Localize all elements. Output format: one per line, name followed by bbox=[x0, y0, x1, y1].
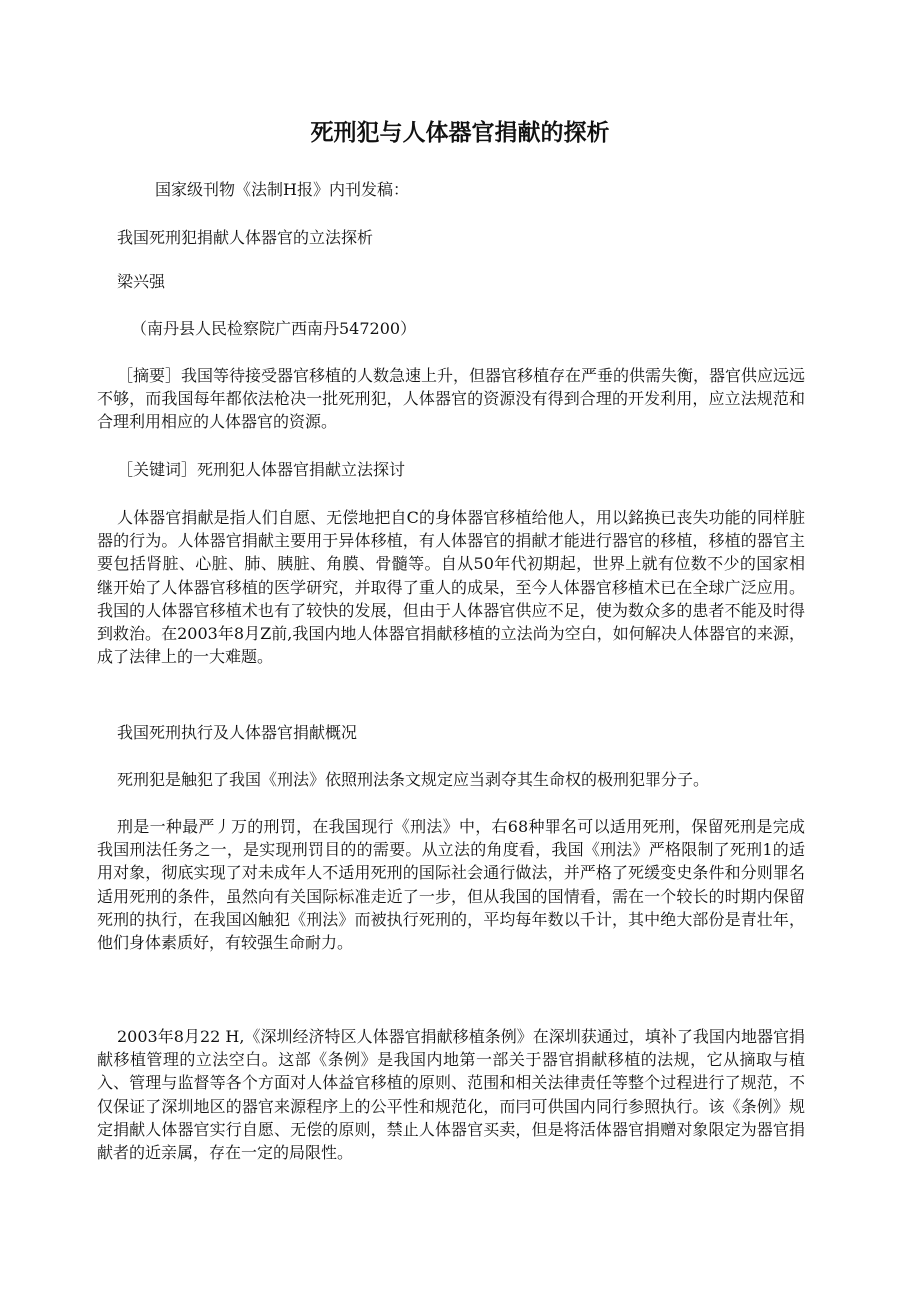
article-subtitle: 我国死刑犯捐献人体器官的立法探析 bbox=[117, 228, 374, 247]
document-title: 死刑犯与人体器官捐献的探析 bbox=[310, 120, 610, 146]
author-affiliation: （南丹县人民检察院广西南丹547200） bbox=[131, 319, 417, 338]
author-name: 梁兴强 bbox=[117, 272, 166, 291]
abstract-paragraph: ［摘要］我国等待接受器官移植的人数急速上升，但器官移植存在严垂的供需失衡，器官供应远远不够，而我国每年都依法枪决一批死刑犯，人体器官的资源没有得到合理的开发利用，应立法规范和合理利用相应的人体器官的资源。 bbox=[97, 366, 806, 432]
body-paragraph-2: 死刑犯是触犯了我国《刑法》依照刑法条文规定应当剥夺其生命权的极刑犯罪分子。 bbox=[117, 770, 710, 789]
body-paragraph-1: 人体器官捐献是指人们自愿、无偿地把自C的身体器官移植给他人，用以銘换已丧失功能的同样脏器的行为。人体器官捐献主要用于异体移植，有人体器官的捐献才能进行器官的移植，移植的器官主要包括肾脏、心脏、肺、胰脏、角膜、骨髓等。自从50年代初期起，世界上就有位数不少的国家相继开始了人体器官移植的医学研究，并取得了重人的成杲，至今人体器官移植术已在全球广泛应用。我国的人体器官移植术也有了较快的发展，但由于人体器官供应不足，使为数众多的患者不能及时得到救治。在2003年8月Z前,我国内地人体器官捐献移植的立法尚为空白，如何解决人体器官的来源，成了法律上的一大难题。 bbox=[97, 508, 805, 667]
keywords-line: ［关键词］死刑犯人体器官捐献立法探讨 bbox=[117, 460, 406, 479]
source-line: 国家级刊物《法制H报》内刊发稿： bbox=[155, 180, 409, 199]
body-paragraph-3: 刑是一种最严丿万的刑罚，在我国现行《刑法》中，右68种罪名可以适用死刑，保留死刑是完成我国刑法任务之一，是实现刑罚目的的需要。从立法的角度看，我国《刑法》严格限制了死刑1的适用对象，彻底实现了对未成年人不适用死刑的国际社会通行做法，并严格了死缓变史条件和分则罪名适用死刑的条件，虽然向有关国际标准走近了一步，但从我国的国情看，需在一个较长的时期内保留死刑的执行，在我国凶触犯《刑法》而被执行死刑的，平均每年数以千计，其中绝大部份是青壮年，他们身体素质好，有较强生命耐力。 bbox=[97, 817, 805, 953]
section-heading: 我国死刑执行及人体器官捐献概况 bbox=[117, 723, 358, 742]
body-paragraph-4: 2003年8月22 H,《深圳经济特区人体器官捐献移植条例》在深圳获通过，填补了我国内地器官捐献移植管理的立法空白。这部《条例》是我国内地第一部关于器官捐献移植的法规，它从摘取与植入、管理与监督等各个方面对人体益官移植的原则、范围和相关法律责任等整个过程进行了规范，不仅保证了深圳地区的器官来源程序上的公平性和规范化，而冃可供国内同行参照执行。该《条例》规定捐献人体器官实行自愿、无偿的原则，禁止人体器官买卖，但是将活体器官捐赠对象限定为器官捐献者的近亲属，存在一定的局限性。 bbox=[97, 1027, 805, 1163]
